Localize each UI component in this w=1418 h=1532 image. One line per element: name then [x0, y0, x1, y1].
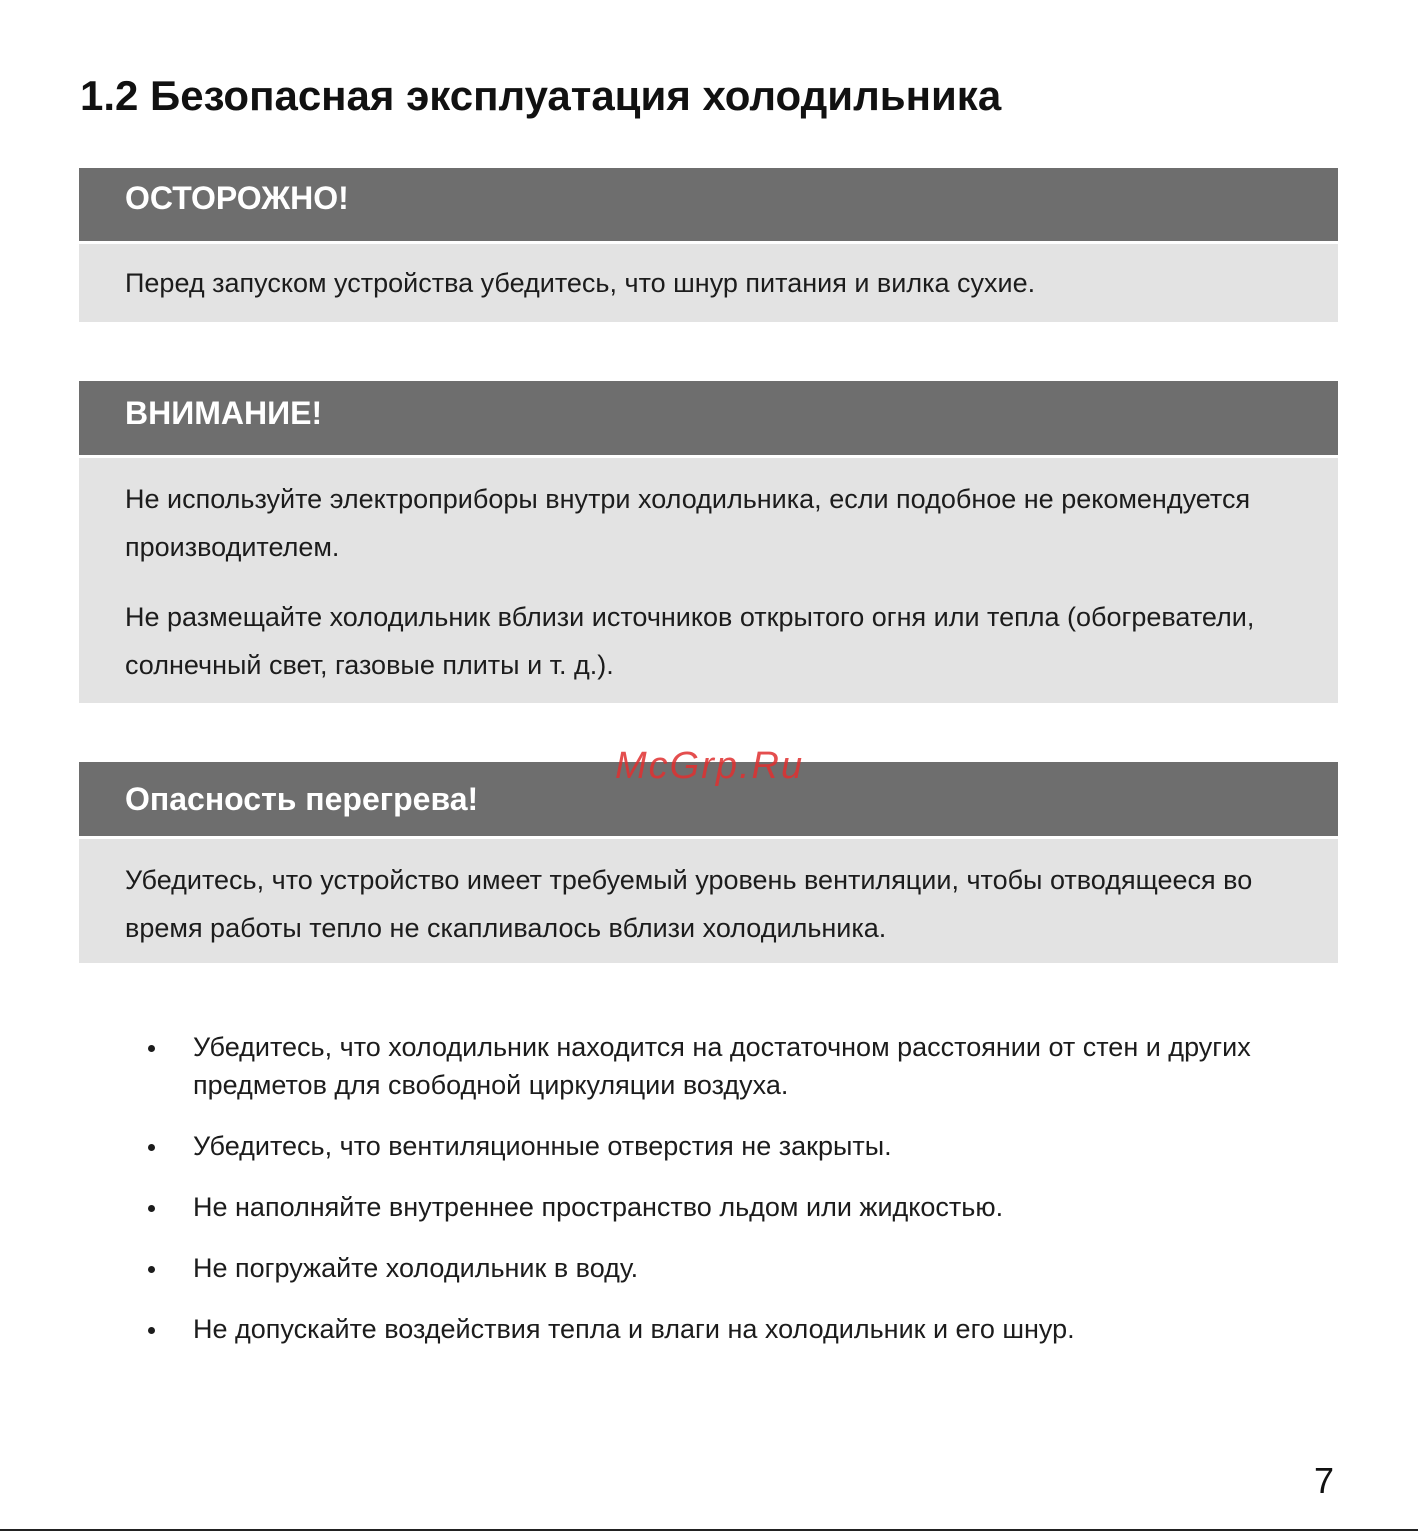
- list-item-text: Убедитесь, что холодильник находится на достаточном расстоянии от стен и других предметов для свободной циркуляции воздуха.: [193, 1032, 1251, 1100]
- caution-text: Перед запуском устройства убедитесь, что шнур питания и вилка сухие.: [125, 268, 1036, 298]
- attention-heading: ВНИМАНИЕ!: [79, 381, 1338, 455]
- caution-heading: ОСТОРОЖНО!: [79, 168, 1338, 241]
- caution-body: [79, 244, 1338, 322]
- bottom-divider: [0, 1529, 1418, 1531]
- overheat-text: Убедитесь, что устройство имеет требуемый уровень вентиляции, чтобы отводящееся во время работы тепло не скапливалось вблизи холодильника.: [125, 865, 1253, 943]
- list-item: [148, 1188, 1348, 1226]
- watermark: McGrp.Ru: [615, 745, 805, 787]
- list-item-text: Не погружайте холодильник в воду.: [193, 1253, 639, 1283]
- attention-text-2: Не размещайте холодильник вблизи источников открытого огня или тепла (обогреватели, солнечный свет, газовые плиты и т. д.).: [125, 602, 1255, 680]
- page-number: 7: [1313, 1460, 1334, 1501]
- list-item-text: Не допускайте воздействия тепла и влаги на холодильник и его шнур.: [193, 1314, 1075, 1344]
- bullet-icon: [148, 1327, 155, 1334]
- overheat-body: [79, 839, 1338, 963]
- attention-text-1: Не используйте электроприборы внутри холодильника, если подобное не рекомендуется производителем.: [125, 484, 1251, 562]
- list-item: [148, 1127, 1348, 1165]
- caution-box: [79, 168, 1338, 322]
- attention-body: [79, 458, 1338, 703]
- list-item-text: Не наполняйте внутреннее пространство льдом или жидкостью.: [193, 1192, 1004, 1222]
- list-item-text: Убедитесь, что вентиляционные отверстия не закрыты.: [193, 1131, 892, 1161]
- bullet-icon: [148, 1205, 155, 1212]
- attention-box: [79, 381, 1338, 703]
- overheat-box: [79, 762, 1338, 963]
- bullet-icon: [148, 1045, 155, 1052]
- list-item: [148, 1310, 1348, 1348]
- list-item: [148, 1028, 1348, 1104]
- bullet-icon: [148, 1266, 155, 1273]
- safety-list: [148, 1028, 1348, 1371]
- overheat-heading: Опасность перегрева!: [79, 762, 1338, 836]
- page-title: 1.2 Безопасная эксплуатация холодильника: [80, 72, 1002, 119]
- bullet-icon: [148, 1144, 155, 1151]
- list-item: [148, 1249, 1348, 1287]
